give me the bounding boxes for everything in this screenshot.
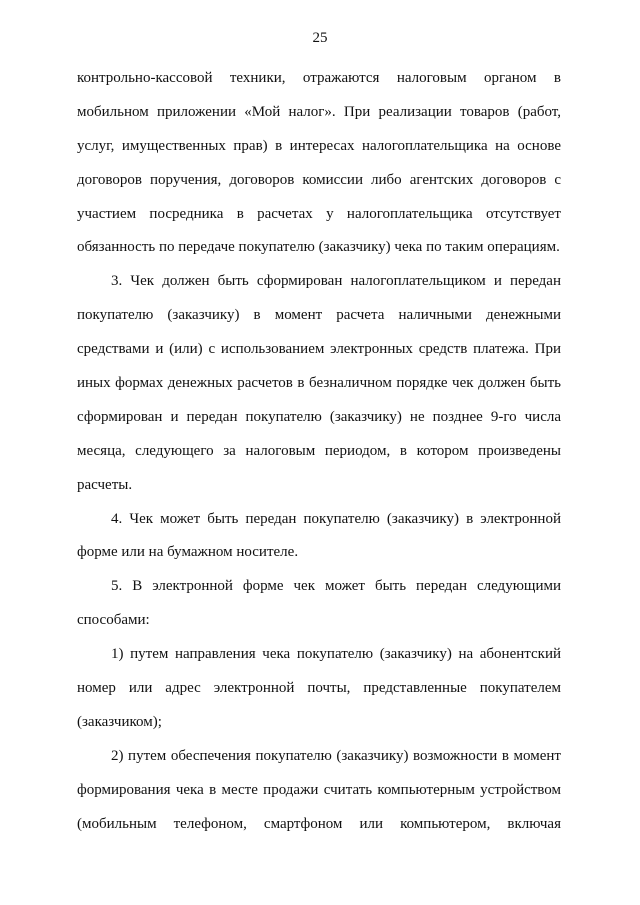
text-line: 3. Чек должен быть сформирован налогоплательщиком и передан	[111, 273, 561, 290]
text-line: 2) путем обеспечения покупателю (заказчику) возможности в момент	[111, 747, 561, 764]
text-line: мобильном приложении «Мой налог». При реализации товаров (работ,	[77, 103, 561, 120]
document-body	[77, 62, 561, 841]
text-line: расчеты.	[77, 476, 133, 493]
text-line: форме или на бумажном носителе.	[77, 544, 299, 561]
page-number: 25	[312, 30, 328, 46]
text-line: сформирован и передан покупателю (заказчику) не позднее 9-го числа	[77, 408, 561, 425]
text-line: договоров поручения, договоров комиссии либо агентских договоров с	[77, 171, 561, 188]
text-line: номер или адрес электронной почты, представленные покупателем	[77, 680, 561, 697]
text-line: формирования чека в месте продажи считать компьютерным устройством	[77, 781, 561, 798]
text-line: месяца, следующего за налоговым периодом, в котором произведены	[77, 442, 561, 459]
text-line: 5. В электронной форме чек может быть передан следующими	[111, 578, 561, 595]
text-line: (заказчиком);	[77, 713, 162, 730]
text-line: контрольно-кассовой техники, отражаются налоговым органом в	[77, 70, 561, 86]
text-line: иных формах денежных расчетов в безналичном порядке чек должен быть	[77, 375, 561, 392]
text-line: услуг, имущественных прав) в интересах налогоплательщика на основе	[77, 137, 561, 154]
text-line: обязанность по передаче покупателю (заказчику) чека по таким операциям.	[77, 239, 560, 256]
text-line: 1) путем направления чека покупателю (заказчику) на абонентский	[111, 646, 561, 663]
text-line: способами:	[77, 612, 150, 629]
text-line: покупателю (заказчику) в момент расчета наличными денежными	[77, 307, 561, 324]
text-line: участием посредника в расчетах у налогоплательщика отсутствует	[77, 205, 561, 222]
text-line: средствами и (или) с использованием электронных средств платежа. При	[77, 341, 561, 358]
text-line: (мобильным телефоном, смартфоном или компьютером, включая	[77, 815, 561, 832]
text-line: 4. Чек может быть передан покупателю (заказчику) в электронной	[111, 510, 561, 527]
